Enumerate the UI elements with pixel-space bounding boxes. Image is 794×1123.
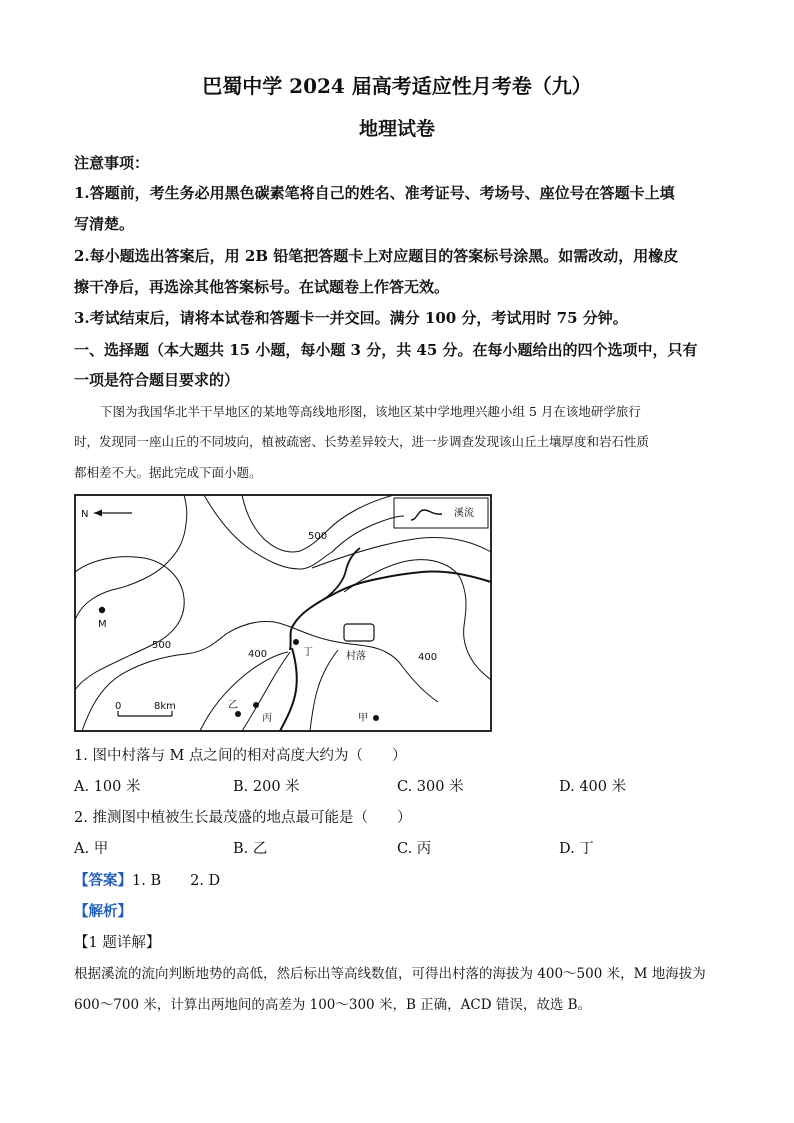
section-heading-line-1: 一、选择题（本大题共 15 小题，每小题 3 分，共 45 分。在每小题给出的四个选项中，只有 bbox=[74, 341, 698, 359]
point-ding-marker bbox=[293, 639, 299, 645]
point-jia-marker bbox=[373, 715, 379, 721]
village-label: 村落 bbox=[346, 651, 366, 662]
contour-map bbox=[74, 494, 492, 732]
north-label: N bbox=[81, 509, 89, 520]
exam-subtitle: 地理试卷 bbox=[358, 118, 435, 140]
question-1-option-a[interactable]: A. 100 米 bbox=[74, 779, 141, 795]
point-jia-label: 甲 bbox=[358, 713, 368, 724]
answer-values: 1. B 2. D bbox=[132, 873, 221, 889]
analysis-label: 【解析】 bbox=[74, 903, 132, 920]
scale-zero-label: 0 bbox=[115, 701, 122, 712]
notice-item-2-line-1: 2.每小题选出答案后，用 2B 铅笔把答题卡上对应题目的答案标号涂黑。如需改动，用橡皮 bbox=[74, 247, 679, 265]
scale-distance-label: 8km bbox=[154, 701, 176, 712]
contour-label-400-right: 400 bbox=[418, 652, 438, 663]
question-2-option-b[interactable]: B. 乙 bbox=[233, 841, 268, 857]
contour-label-500-top: 500 bbox=[308, 531, 328, 542]
question-2-option-c[interactable]: C. 丙 bbox=[397, 841, 432, 857]
point-m-marker bbox=[99, 607, 105, 613]
question-1-option-d[interactable]: D. 400 米 bbox=[559, 779, 627, 795]
notice-item-2-line-2: 擦干净后，再选涂其他答案标号。在试题卷上作答无效。 bbox=[74, 278, 450, 296]
section-heading-line-2: 一项是符合题目要求的） bbox=[74, 371, 240, 389]
notice-item-1-line-2: 写清楚。 bbox=[74, 215, 135, 233]
exam-title: 巴蜀中学 2024 届高考适应性月考卷（九） bbox=[202, 74, 592, 98]
contour-label-400-mid: 400 bbox=[248, 649, 268, 660]
question-1-option-b[interactable]: B. 200 米 bbox=[233, 779, 300, 795]
analysis-line-1: 根据溪流的流向判断地势的高低，然后标出等高线数值，可得出村落的海拔为 400～500 米，M 地海拔为 bbox=[74, 966, 706, 982]
contour-label-500-left: 500 bbox=[152, 640, 172, 651]
answer-row bbox=[74, 869, 220, 890]
passage-line-1: 下图为我国华北半干旱地区的某地等高线地形图，该地区某中学地理兴趣小组 5 月在该地研学旅行 bbox=[100, 404, 641, 419]
point-yi-label: 乙 bbox=[228, 700, 238, 711]
notice-item-1-line-1: 1.答题前，考生务必用黑色碳素笔将自己的姓名、准考证号、考场号、座位号在答题卡上填 bbox=[74, 184, 675, 202]
question-2-stem: 2. 推测图中植被生长最茂盛的地点最可能是（ ） bbox=[74, 810, 412, 826]
notice-item-3: 3.考试结束后，请将本试卷和答题卡一并交回。满分 100 分，考试用时 75 分钟。 bbox=[74, 309, 628, 327]
question-1-option-c[interactable]: C. 300 米 bbox=[397, 779, 464, 795]
point-bing-label: 丙 bbox=[262, 713, 272, 724]
village-icon bbox=[344, 624, 374, 641]
point-ding-label: 丁 bbox=[303, 647, 313, 658]
answer-label: 【答案】 bbox=[74, 872, 132, 889]
point-m-label: M bbox=[98, 619, 107, 630]
detail-label: 【1 题详解】 bbox=[74, 935, 161, 951]
map-frame bbox=[75, 495, 491, 731]
question-1-stem: 1. 图中村落与 M 点之间的相对高度大约为（ ） bbox=[74, 748, 407, 764]
passage-line-3: 都相差不大。据此完成下面小题。 bbox=[74, 465, 262, 480]
passage-line-2: 时，发现同一座山丘的不同坡向，植被疏密、长势差异较大，进一步调查发现该山丘土壤厚度和岩石性质 bbox=[74, 434, 650, 449]
notice-heading: 注意事项： bbox=[74, 154, 150, 172]
question-2-option-d[interactable]: D. 丁 bbox=[559, 841, 594, 857]
point-yi-marker bbox=[235, 711, 241, 717]
legend-stream-label: 溪流 bbox=[454, 508, 474, 519]
point-bing-marker bbox=[253, 702, 259, 708]
analysis-line-2: 600～700 米，计算出两地间的高差为 100～300 米，B 正确，ACD 错误，故选 B。 bbox=[74, 997, 592, 1013]
question-2-option-a[interactable]: A. 甲 bbox=[74, 841, 109, 857]
